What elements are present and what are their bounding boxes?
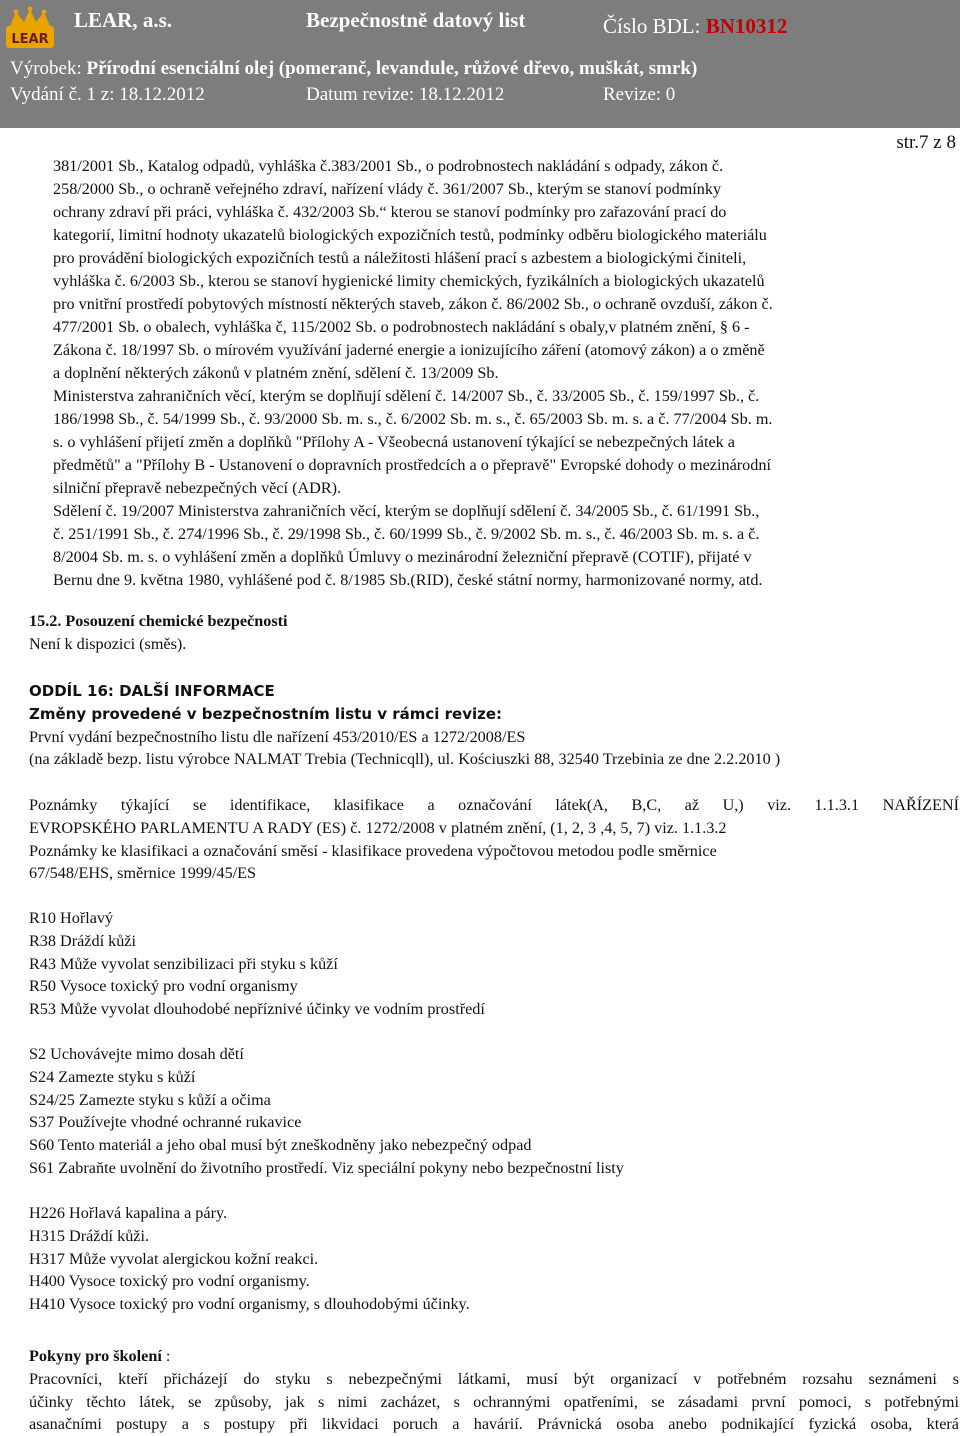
product-line (10, 58, 697, 80)
lear-logo (4, 6, 56, 52)
text-line: silniční přepravě nebezpečných věcí (ADR). (53, 479, 342, 497)
text-line: asanačními postupy a s postupy při likvidaci poruch a havárií. Právnická osoba anebo podnikající fyzická osoba, která (29, 1415, 959, 1434)
crown-icon (4, 6, 56, 52)
text-line: pro vnitřní prostředí pobytových místností některých staveb, zákon č. 86/2002 Sb., o ochraně ovzduší, zákon č. (53, 295, 773, 313)
text-line: (na základě bezp. listu výrobce NALMAT Trebia (Technicqll), ul. Kościuszki 88, 32540 Trzebinia ze dne 2.2.2010 ) (29, 750, 781, 769)
text-line: 186/1998 Sb., č. 54/1999 Sb., č. 93/2000 Sb. m. s., č. 6/2002 Sb. m. s., č. 65/2003 Sb. m. s. a č. 77/2004 Sb. m. (53, 410, 773, 428)
list-item: S37 Používejte vhodné ochranné rukavice (29, 1113, 302, 1132)
list-item: S60 Tento materiál a jeho obal musí být zneškodněny jako nebezpečný odpad (29, 1136, 532, 1155)
section-15-2 (29, 610, 959, 656)
text-line: 8/2004 Sb. m. s. o vyhlášení změn a doplňků Úmluvy o mezinárodní železniční přepravě (COTIF), přijaté v (53, 548, 752, 566)
training-heading (29, 1345, 959, 1368)
text-line: Ministerstva zahraničních věcí, kterým se doplňují sdělení č. 14/2007 Sb., č. 33/2005 Sb., č. 159/1997 Sb., č. (53, 387, 760, 405)
h-phrases-list (29, 1202, 959, 1316)
text-line: Sdělení č. 19/2007 Ministerstva zahraničních věcí, kterým se doplňují sdělení č. 34/2005 Sb., č. 61/1991 Sb., (53, 502, 760, 520)
text-line: kategorií, limitní hodnoty ukazatelů biologických expozičních testů, podmínky odběru biologického materiálu (53, 226, 767, 244)
text-line: účinky těchto látek, se způsoby, jak s nimi zacházet, s ochrannými opatřeními, se zásadami první pomoci, s potřebnými (29, 1392, 959, 1411)
product-value: Přírodní esenciální olej (pomeranč, levandule, růžové dřevo, muškát, smrk) (86, 58, 698, 79)
text-line: Poznámky ke klasifikaci a označování směsí - klasifikace provedena výpočtovou metodou podle směrnice (29, 841, 717, 860)
bdl-number (603, 14, 787, 39)
text-line: předmětů" a "Přílohy B - Ustanovení o dopravních prostředcích a o přepravě" Evropské dohody o mezinárodní (53, 456, 771, 474)
text-line: 67/548/EHS, směrnice 1999/45/ES (29, 864, 257, 883)
document-title: Bezpečnostně datový list (306, 8, 526, 32)
r-phrases-list (29, 907, 959, 1021)
product-label: Výrobek: (10, 58, 82, 79)
issue-info: Vydání č. 1 z: 18.12.2012 (10, 84, 205, 105)
document-header (0, 0, 960, 128)
text-line: pro provádění biologických expozičních testů a náležitosti hlášení prací s azbestem a biologickými činiteli, (53, 249, 747, 267)
s-phrases-list (29, 1043, 959, 1180)
list-item: R43 Může vyvolat senzibilizaci při styku s kůží (29, 954, 338, 973)
text-line: a doplnění některých zákonů v platném znění, sdělení č. 13/2009 Sb. (53, 364, 499, 382)
section-16 (29, 680, 959, 771)
logo-text: LEAR (11, 32, 49, 47)
list-item: H226 Hořlavá kapalina a páry. (29, 1204, 228, 1222)
text-line: ochrany zdraví při práci, vyhláška č. 432/2003 Sb.“ kterou se stanoví podmínky pro zařazování prací do (53, 203, 727, 221)
list-item: S24 Zamezte styku s kůží (29, 1067, 196, 1086)
text-line: č. 251/1991 Sb., č. 274/1996 Sb., č. 29/1998 Sb., č. 60/1999 Sb., č. 9/2002 Sb. m. s., č. 46/2003 Sb. m. s. a č. (53, 525, 760, 543)
revision-number: Revize: 0 (603, 84, 676, 105)
list-item: H400 Vysoce toxický pro vodní organismy. (29, 1272, 310, 1291)
classification-notes (29, 794, 959, 885)
bdl-label: Číslo BDL: (603, 14, 701, 38)
text-line: První vydání bezpečnostního listu dle nařízení 453/2010/ES a 1272/2008/ES (29, 727, 526, 746)
training-section (29, 1345, 959, 1436)
list-item: R53 Může vyvolat dlouhodobé nepříznivé účinky ve vodním prostředí (29, 1000, 485, 1019)
text-line: 477/2001 Sb. o obalech, vyhláška č, 115/2002 Sb. o podrobnostech nakládání s obaly,v platném znění, § 6 - (53, 318, 750, 336)
list-item: H315 Dráždí kůži. (29, 1226, 150, 1245)
legislation-text (53, 155, 913, 592)
list-item: H317 Může vyvolat alergickou kožní reakci. (29, 1249, 319, 1268)
text-line: vyhláška č. 6/2003 Sb., kterou se stanoví hygienické limity chemických, fyzikálních a biologických ukazatelů (53, 272, 765, 290)
list-item: S24/25 Zamezte styku s kůží a očima (29, 1090, 271, 1109)
text-line: Pracovníci, kteří přicházejí do styku s nebezpečnými látkami, musí být organizací v potřebném rozsahu seznámeni s (29, 1369, 959, 1388)
text-line: Poznámky týkající se identifikace, klasifikace a označování látek(A, B,C, až U,) viz. 1.1.3.1 NAŘÍZENÍ (29, 796, 959, 814)
page-number: str.7 z 8 (896, 132, 956, 153)
text-line: s. o vyhlášení přijetí změn a doplňků "Přílohy A - Všeobecná ustanovení týkající se nebezpečných látek a (53, 433, 735, 451)
list-item: R38 Dráždí kůži (29, 931, 136, 950)
text-line: EVROPSKÉHO PARLAMENTU A RADY (ES) č. 1272/2008 v platném znění, (1, 2, 3 ,4, 5, 7) viz. 1.1.3.2 (29, 818, 727, 837)
bdl-value: BN10312 (705, 14, 788, 38)
section-heading: ODDÍL 16: DALŠÍ INFORMACE (29, 682, 275, 700)
section-text: Není k dispozici (směs). (29, 634, 187, 653)
changes-heading: Změny provedené v bezpečnostním listu v rámci revize: (29, 704, 503, 723)
list-item: S61 Zabraňte uvolnění do životního prostředí. Viz speciální pokyny nebo bezpečnostní listy (29, 1158, 624, 1177)
list-item: H410 Vysoce toxický pro vodní organismy, s dlouhodobými účinky. (29, 1295, 470, 1314)
list-item: S2 Uchovávejte mimo dosah dětí (29, 1045, 244, 1063)
section-heading: 15.2. Posouzení chemické bezpečnosti (29, 612, 288, 630)
text-line: Bernu dne 9. května 1980, vyhlášené pod č. 8/1985 Sb.(RID), české státní normy, harmonizované normy, atd. (53, 571, 763, 589)
list-item: R50 Vysoce toxický pro vodní organismy (29, 977, 298, 996)
text-line: 258/2000 Sb., o ochraně veřejného zdraví, nařízení vlády č. 361/2007 Sb., kterým se stanoví podmínky (53, 180, 722, 198)
text-line: 381/2001 Sb., Katalog odpadů, vyhláška č.383/2001 Sb., o podrobnostech nakládání s odpady, zákon č. (53, 157, 724, 175)
text-line: Zákona č. 18/1997 Sb. o mírovém využívání jaderné energie a ionizujícího záření (atomový zákon) a o změně (53, 341, 765, 359)
training-label: Pokyny pro školení (29, 1347, 162, 1365)
training-colon: : (161, 1347, 171, 1365)
revision-date: Datum revize: 18.12.2012 (306, 84, 505, 105)
list-item: R10 Hořlavý (29, 909, 114, 927)
company-name: LEAR, a.s. (74, 8, 173, 32)
